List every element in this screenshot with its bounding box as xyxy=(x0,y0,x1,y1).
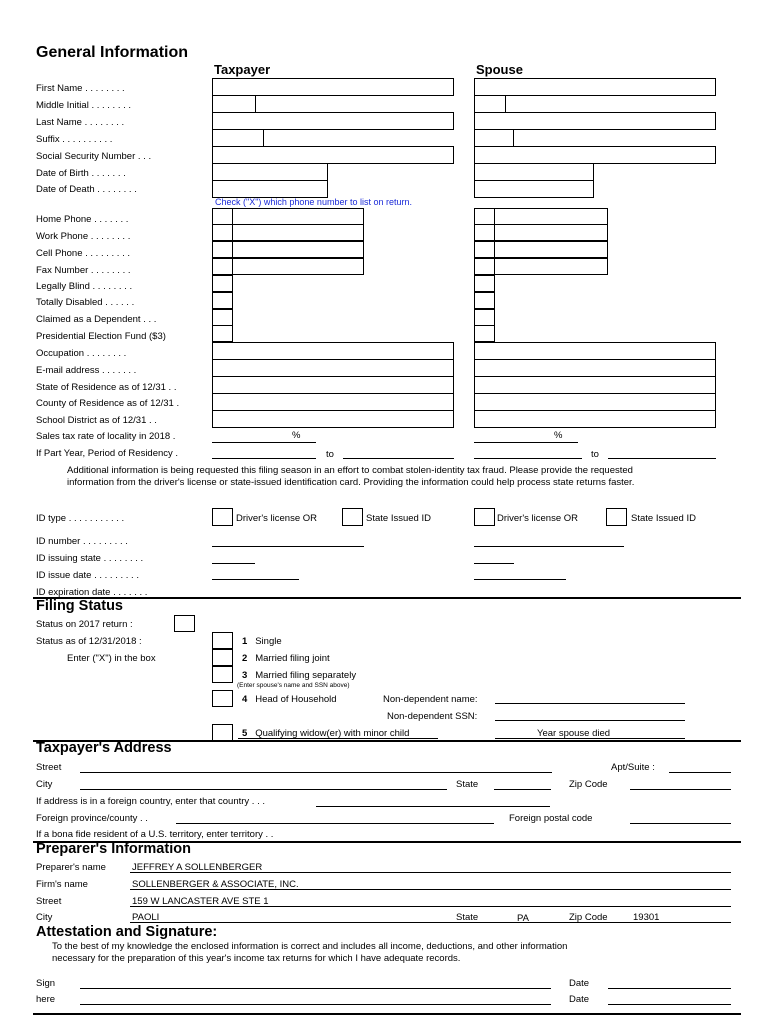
label-first-name: First Name . . . . . . . . xyxy=(36,83,125,94)
taxpayer-dependent-checkbox[interactable] xyxy=(212,309,233,326)
label-dob: Date of Birth . . . . . . . xyxy=(36,168,126,179)
taxpayer-middle-initial-field[interactable] xyxy=(212,95,256,113)
firm-name-value: SOLLENBERGER & ASSOCIATE, INC. xyxy=(132,879,299,890)
signature-line-1[interactable] xyxy=(80,988,551,989)
section-title-address: Taxpayer's Address xyxy=(36,740,172,756)
label-claimed-dependent: Claimed as a Dependent . . . xyxy=(36,314,157,325)
year-spouse-died-field[interactable] xyxy=(495,738,685,739)
phone-check-note: Check ("X") which phone number to list on return. xyxy=(215,197,412,207)
taxpayer-part-year-to[interactable] xyxy=(343,458,454,459)
spouse-percent-sign: % xyxy=(554,430,563,441)
taxpayer-county-residence-field[interactable] xyxy=(212,393,454,411)
attestation-text: To the best of my knowledge the enclosed information is correct and includes all income, deductions, and other information necessary for the preparation of this year's income tax returns for which I have adequate records. xyxy=(52,941,568,964)
spouse-fax-checkbox[interactable] xyxy=(474,258,495,275)
filing-widow-checkbox[interactable] xyxy=(212,724,233,741)
section-title-attestation: Attestation and Signature: xyxy=(36,924,218,940)
taxpayer-id-number-field[interactable] xyxy=(212,546,364,547)
spouse-to-label: to xyxy=(591,449,599,460)
section-title-preparer: Preparer's Information xyxy=(36,841,191,857)
divider-filing xyxy=(33,597,741,599)
state-field[interactable] xyxy=(494,789,551,790)
taxpayer-dob-field[interactable] xyxy=(212,163,328,181)
spouse-sales-tax-field[interactable] xyxy=(474,442,578,443)
taxpayer-cell-phone-checkbox[interactable] xyxy=(212,241,233,258)
spouse-home-phone-checkbox[interactable] xyxy=(474,208,495,225)
filing-separate-checkbox[interactable] xyxy=(212,666,233,683)
taxpayer-home-phone-field[interactable] xyxy=(232,208,364,225)
spouse-state-id-label: State Issued ID xyxy=(631,513,696,524)
label-preparer-street: Street xyxy=(36,896,62,907)
label-nondep-name: Non-dependent name: xyxy=(383,694,478,705)
spouse-county-residence-field[interactable] xyxy=(474,393,716,411)
taxpayer-disabled-checkbox[interactable] xyxy=(212,292,233,309)
taxpayer-dod-field[interactable] xyxy=(212,180,328,198)
filing-option-5: 5 Qualifying widow(er) with minor child xyxy=(242,728,410,739)
enter-x-instruction: Enter ("X") in the box xyxy=(67,653,156,664)
label-legally-blind: Legally Blind . . . . . . . . xyxy=(36,281,133,292)
signature-line-2[interactable] xyxy=(80,1004,551,1005)
foreign-postal-field[interactable] xyxy=(630,823,731,824)
preparer-street-value: 159 W LANCASTER AVE STE 1 xyxy=(132,896,269,907)
spouse-suffix-field[interactable] xyxy=(474,129,514,147)
spouse-fax-field[interactable] xyxy=(494,258,608,275)
date-field-1[interactable] xyxy=(608,988,731,989)
spouse-id-number-field[interactable] xyxy=(474,546,624,547)
filing-joint-checkbox[interactable] xyxy=(212,649,233,666)
spouse-middle-initial-field[interactable] xyxy=(474,95,506,113)
label-id-expiration: ID expiration date . . . . . . . xyxy=(36,587,148,598)
label-preparer-city: City xyxy=(36,912,53,923)
spouse-id-state-field[interactable] xyxy=(474,563,514,564)
label-home-phone: Home Phone . . . . . . . xyxy=(36,214,129,225)
label-state: State xyxy=(456,779,479,790)
label-street: Street xyxy=(36,762,62,773)
label-sales-tax: Sales tax rate of locality in 2018 . xyxy=(36,431,176,442)
label-middle-initial: Middle Initial . . . . . . . . xyxy=(36,100,132,111)
taxpayer-sales-tax-field[interactable] xyxy=(212,442,316,443)
spouse-disabled-checkbox[interactable] xyxy=(474,292,495,309)
label-status-2018: Status as of 12/31/2018 : xyxy=(36,636,142,647)
spouse-ssn-field[interactable] xyxy=(474,146,716,164)
label-preparer-state: State xyxy=(456,912,479,923)
preparer-state-value: PA xyxy=(517,913,529,924)
apt-field[interactable] xyxy=(669,772,731,773)
spouse-id-issue-field[interactable] xyxy=(474,579,566,580)
label-fax: Fax Number . . . . . . . . xyxy=(36,265,131,276)
section-title-filing: Filing Status xyxy=(36,598,123,614)
label-id-number: ID number . . . . . . . . . xyxy=(36,536,128,547)
taxpayer-to-label: to xyxy=(326,449,334,460)
filing-single-checkbox[interactable] xyxy=(212,632,233,649)
taxpayer-first-name-field[interactable] xyxy=(212,78,454,96)
spouse-occupation-field[interactable] xyxy=(474,342,716,360)
spouse-state-residence-field[interactable] xyxy=(474,376,716,394)
spouse-work-phone-checkbox[interactable] xyxy=(474,224,495,241)
preparer-name-value: JEFFREY A SOLLENBERGER xyxy=(132,862,263,873)
label-foreign-province: Foreign province/county . . xyxy=(36,813,148,824)
label-totally-disabled: Totally Disabled . . . . . . xyxy=(36,297,135,308)
taxpayer-last-name-field[interactable] xyxy=(212,112,454,130)
label-city: City xyxy=(36,779,53,790)
filing-option-5-underline xyxy=(238,738,438,739)
spouse-drivers-license-checkbox[interactable] xyxy=(474,508,495,526)
label-presidential-fund: Presidential Election Fund ($3) xyxy=(36,331,166,342)
spouse-blind-checkbox[interactable] xyxy=(474,275,495,292)
label-email: E-mail address . . . . . . . xyxy=(36,365,137,376)
taxpayer-state-residence-field[interactable] xyxy=(212,376,454,394)
zip-field[interactable] xyxy=(630,789,731,790)
taxpayer-column-header: Taxpayer xyxy=(214,62,271,77)
street-field[interactable] xyxy=(80,772,552,773)
label-territory: If a bona fide resident of a U.S. territory, enter territory . . xyxy=(36,829,274,840)
taxpayer-cell-phone-field[interactable] xyxy=(232,241,364,258)
taxpayer-work-phone-checkbox[interactable] xyxy=(212,224,233,241)
spouse-state-id-checkbox[interactable] xyxy=(606,508,627,526)
preparer-city-value: PAOLI xyxy=(132,912,160,923)
label-firm-name: Firm's name xyxy=(36,879,88,890)
label-occupation: Occupation . . . . . . . . xyxy=(36,348,127,359)
label-date-2: Date xyxy=(569,994,590,1005)
spouse-email-field[interactable] xyxy=(474,359,716,377)
label-id-issue-date: ID issue date . . . . . . . . . xyxy=(36,570,139,581)
label-sign: Sign xyxy=(36,978,56,989)
taxpayer-drivers-license-label: Driver's license OR xyxy=(236,513,317,524)
filing-option-3: 3 Married filing separately xyxy=(242,670,357,681)
spouse-drivers-license-label: Driver's license OR xyxy=(497,513,578,524)
taxpayer-ssn-field[interactable] xyxy=(212,146,454,164)
spouse-work-phone-field[interactable] xyxy=(494,224,608,241)
filing-option-2: 2 Married filing joint xyxy=(242,653,330,664)
filing-option-1: 1 Single xyxy=(242,636,282,647)
label-apt: Apt/Suite : xyxy=(611,762,655,773)
label-zip: Zip Code xyxy=(569,779,608,790)
filing-option-4: 4 Head of Household xyxy=(242,694,337,705)
spouse-column-header: Spouse xyxy=(476,62,523,77)
spouse-home-phone-field[interactable] xyxy=(494,208,608,225)
label-last-name: Last Name . . . . . . . . xyxy=(36,117,125,128)
preparer-city-line xyxy=(130,922,731,923)
label-school-district: School District as of 12/31 . . xyxy=(36,415,157,426)
spouse-dependent-checkbox[interactable] xyxy=(474,309,495,326)
taxpayer-pef-checkbox[interactable] xyxy=(212,325,233,342)
foreign-country-field[interactable] xyxy=(316,806,550,807)
taxpayer-percent-sign: % xyxy=(292,430,301,441)
spouse-pef-checkbox[interactable] xyxy=(474,325,495,342)
separate-note: (Enter spouse's name and SSN above) xyxy=(237,682,350,689)
taxpayer-suffix-field[interactable] xyxy=(212,129,264,147)
label-cell-phone: Cell Phone . . . . . . . . . xyxy=(36,248,130,259)
firm-name-line xyxy=(130,889,731,890)
label-year-spouse-died: Year spouse died xyxy=(537,728,611,739)
section-title-general: General Information xyxy=(36,44,189,61)
taxpayer-work-phone-field[interactable] xyxy=(232,224,364,241)
preparer-street-line xyxy=(130,906,731,907)
label-foreign-postal: Foreign postal code xyxy=(509,813,593,824)
date-field-2[interactable] xyxy=(608,1004,731,1005)
label-part-year: If Part Year, Period of Residency . xyxy=(36,448,179,459)
label-nondep-ssn: Non-dependent SSN: xyxy=(387,711,478,722)
label-suffix: Suffix . . . . . . . . . . xyxy=(36,134,113,145)
spouse-dob-field[interactable] xyxy=(474,163,594,181)
taxpayer-state-id-label: State Issued ID xyxy=(366,513,431,524)
taxpayer-state-id-checkbox[interactable] xyxy=(342,508,363,526)
label-here: here xyxy=(36,994,56,1005)
spouse-cell-phone-field[interactable] xyxy=(494,241,608,258)
label-date-1: Date xyxy=(569,978,590,989)
label-work-phone: Work Phone . . . . . . . . xyxy=(36,231,131,242)
id-info-note: Additional information is being requested this filing season in an effort to combat stolen-identity tax fraud. Please provide the requested information from the driver's license or state-issued identification card. Providing the information could help process state returns faster. xyxy=(67,465,635,488)
city-field[interactable] xyxy=(80,789,447,790)
preparer-name-line xyxy=(130,872,731,873)
spouse-first-name-field[interactable] xyxy=(474,78,716,96)
label-ssn: Social Security Number . . . xyxy=(36,151,152,162)
taxpayer-id-issue-field[interactable] xyxy=(212,579,299,580)
label-preparer-zip: Zip Code xyxy=(569,912,608,923)
taxpayer-fax-field[interactable] xyxy=(232,258,364,275)
spouse-part-year-from[interactable] xyxy=(474,458,582,459)
spouse-last-name-field[interactable] xyxy=(474,112,716,130)
spouse-part-year-to[interactable] xyxy=(608,458,716,459)
label-id-state: ID issuing state . . . . . . . . xyxy=(36,553,144,564)
taxpayer-school-district-field[interactable] xyxy=(212,410,454,428)
divider-bottom xyxy=(33,1013,741,1015)
preparer-zip-value: 19301 xyxy=(633,912,660,923)
taxpayer-part-year-from[interactable] xyxy=(212,458,316,459)
label-preparer-name: Preparer's name xyxy=(36,862,106,873)
nondep-ssn-field[interactable] xyxy=(495,720,685,721)
taxpayer-occupation-field[interactable] xyxy=(212,342,454,360)
spouse-dod-field[interactable] xyxy=(474,180,594,198)
spouse-school-district-field[interactable] xyxy=(474,410,716,428)
foreign-province-field[interactable] xyxy=(176,823,494,824)
label-id-type: ID type . . . . . . . . . . . xyxy=(36,513,125,524)
taxpayer-fax-checkbox[interactable] xyxy=(212,258,233,275)
label-county-residence: County of Residence as of 12/31 . xyxy=(36,398,180,409)
taxpayer-id-state-field[interactable] xyxy=(212,563,255,564)
label-dod: Date of Death . . . . . . . . xyxy=(36,184,137,195)
spouse-cell-phone-checkbox[interactable] xyxy=(474,241,495,258)
label-status-2017: Status on 2017 return : xyxy=(36,619,133,630)
taxpayer-blind-checkbox[interactable] xyxy=(212,275,233,292)
label-foreign-country: If address is in a foreign country, enter that country . . . xyxy=(36,796,265,807)
taxpayer-home-phone-checkbox[interactable] xyxy=(212,208,233,225)
filing-hoh-checkbox[interactable] xyxy=(212,690,233,707)
label-state-residence: State of Residence as of 12/31 . . xyxy=(36,382,177,393)
nondep-name-field[interactable] xyxy=(495,703,685,704)
taxpayer-drivers-license-checkbox[interactable] xyxy=(212,508,233,526)
taxpayer-email-field[interactable] xyxy=(212,359,454,377)
status-2017-box[interactable] xyxy=(174,615,195,632)
